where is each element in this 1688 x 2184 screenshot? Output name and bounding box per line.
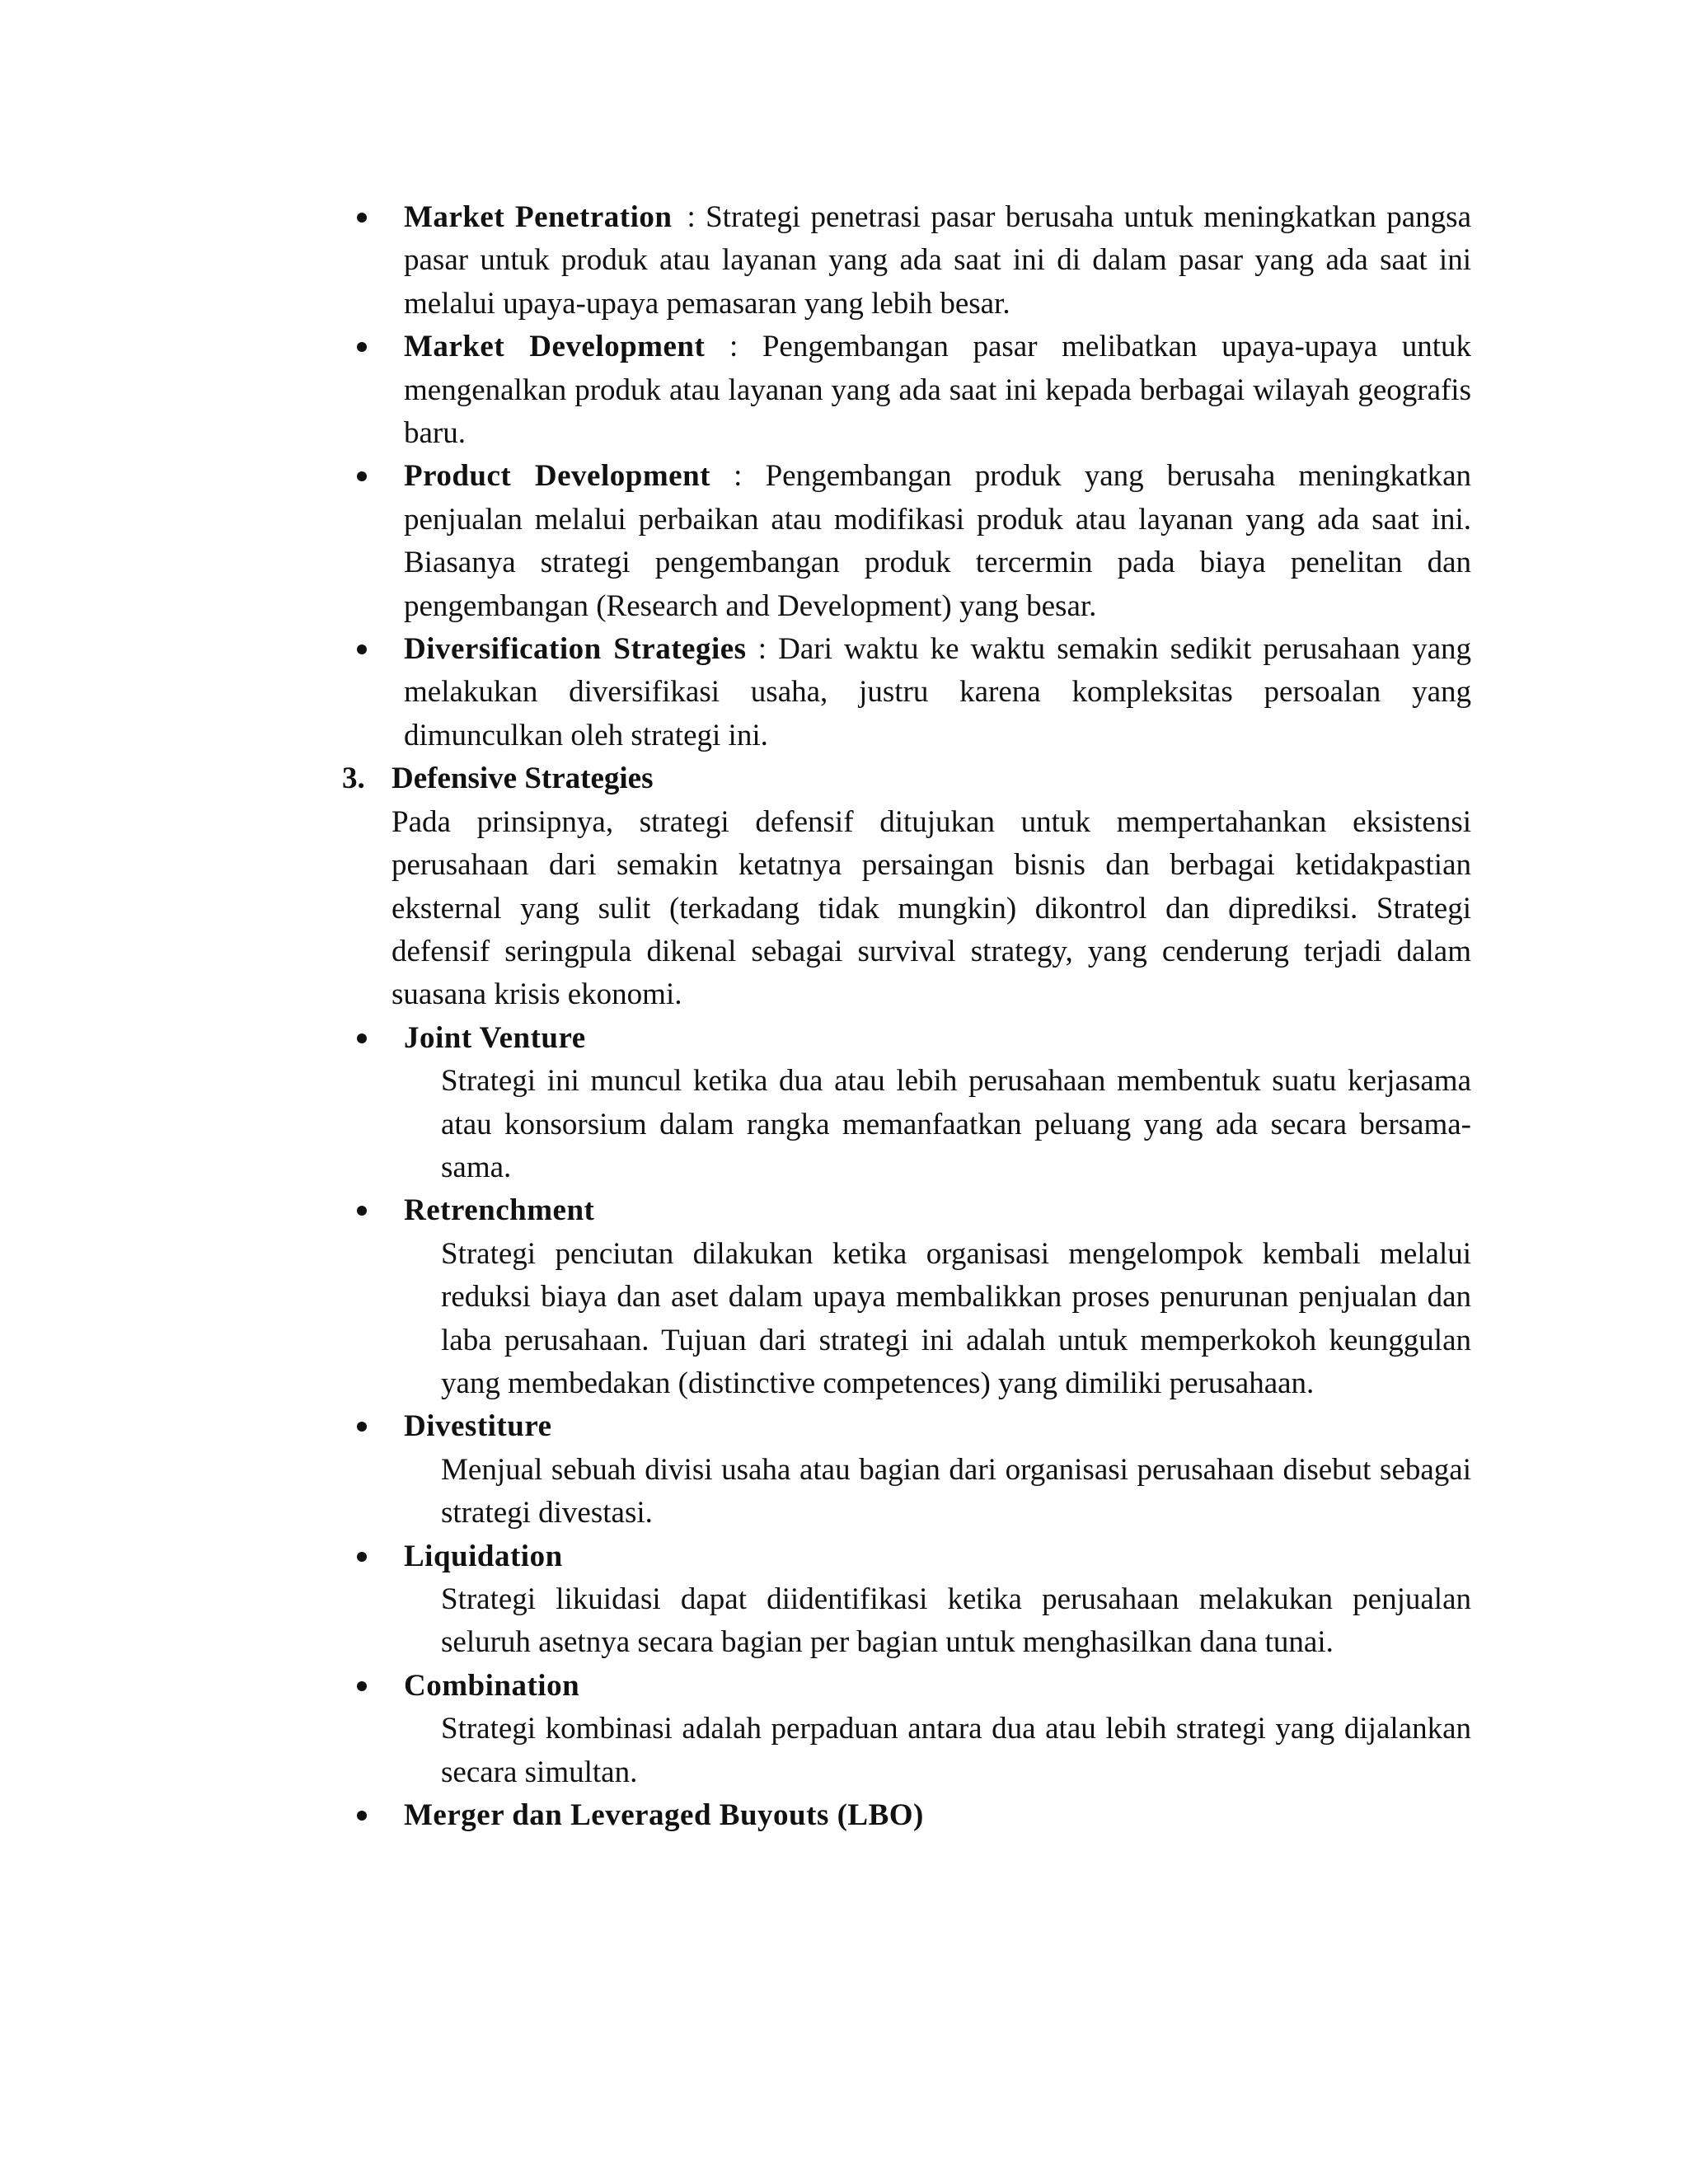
bullet-icon bbox=[357, 1422, 367, 1432]
section-title: Defensive Strategies bbox=[392, 762, 654, 796]
bullet-icon bbox=[357, 1033, 367, 1043]
bullet-icon bbox=[357, 471, 367, 481]
section-heading bbox=[342, 757, 1471, 800]
bullet-icon bbox=[357, 1811, 367, 1821]
strategy-term: Market Development bbox=[404, 330, 706, 364]
term-separator: : bbox=[757, 632, 767, 667]
strategy-term: Product Development bbox=[404, 459, 710, 494]
strategy-description: Strategi likuidasi dapat diidentifikasi ketika perusahaan melakukan penjualan seluruh asetnya secara bagian per bagian untuk menghasilkan dana tunai. bbox=[441, 1582, 1471, 1660]
strategy-term: Liquidation bbox=[404, 1539, 563, 1573]
strategy-term: Market Penetration bbox=[404, 200, 673, 234]
list-item-merger-lbo bbox=[342, 1794, 1471, 1837]
list-item-paragraph bbox=[404, 628, 1471, 757]
list-item-product-development bbox=[342, 455, 1471, 628]
list-item-market-penetration bbox=[342, 196, 1471, 326]
strategy-description: Strategi ini muncul ketika dua atau lebih perusahaan membentuk suatu kerjasama atau konsorsium dalam rangka memanfaatkan peluang yang ada secara bersama-sama. bbox=[441, 1064, 1471, 1184]
strategy-term: Diversification Strategies bbox=[404, 632, 747, 667]
strategy-description: Strategi penetrasi pasar berusaha untuk meningkatkan pangsa pasar untuk produk atau layanan yang ada saat ini di dalam pasar yang ada saat ini melalui upaya-upaya pemasaran yang lebih besar. bbox=[404, 200, 1472, 321]
strategy-description: Dari waktu ke waktu semakin sedikit perusahaan yang melakukan diversifikasi usaha, justru karena kompleksitas persoalan yang dimunculkan oleh strategi ini. bbox=[404, 632, 1471, 752]
strategy-term: Joint Venture bbox=[404, 1020, 586, 1055]
bullet-icon bbox=[357, 342, 367, 352]
document-content bbox=[342, 196, 1471, 1837]
term-separator: : bbox=[687, 200, 696, 234]
strategy-description: Pengembangan produk yang berusaha meningkatkan penjualan melalui perbaikan atau modifikasi produk atau layanan yang ada saat ini. Biasanya strategi pengembangan produk tercermin pada biaya penelitan dan pengembangan (Research and Development) yang besar. bbox=[404, 459, 1472, 623]
list-item-divestiture bbox=[342, 1405, 1471, 1535]
section-intro-paragraph: Pada prinsipnya, strategi defensif ditujukan untuk mempertahankan eksistensi perusahaan dari semakin ketatnya persaingan bisnis dan berbagai ketidakpastian eksternal yang sulit (terkadang tidak mungkin) dikontrol dan diprediksi. Strategi defensif seringpula dikenal sebagai survival strategy, yang cenderung terjadi dalam suasana krisis ekonomi. bbox=[392, 804, 1471, 1012]
list-item-retrenchment bbox=[342, 1189, 1471, 1405]
list-item-paragraph bbox=[404, 326, 1471, 455]
bullet-icon bbox=[357, 644, 367, 654]
list-item-joint-venture bbox=[342, 1017, 1471, 1190]
bullet-icon bbox=[357, 213, 367, 223]
term-separator: : bbox=[734, 459, 743, 494]
strategy-term: Merger dan Leveraged Buyouts (LBO) bbox=[404, 1798, 924, 1833]
bullet-icon bbox=[357, 1552, 367, 1562]
strategy-description: Strategi penciutan dilakukan ketika organisasi mengelompok kembali melalui reduksi biaya dan aset dalam upaya membalikkan proses penurunan penjualan dan laba perusahaan. Tujuan dari strategi ini adalah untuk memperkokoh keunggulan yang membedakan (distinctive competences) yang dimiliki perusahaan. bbox=[441, 1236, 1471, 1400]
section-number: 3. bbox=[342, 762, 365, 796]
list-item-diversification-strategies bbox=[342, 628, 1471, 757]
list-item-liquidation bbox=[342, 1535, 1471, 1665]
strategy-description: Strategi kombinasi adalah perpaduan antara dua atau lebih strategi yang dijalankan secara simultan. bbox=[441, 1712, 1471, 1789]
strategy-description: Pengembangan pasar melibatkan upaya-upaya untuk mengenalkan produk atau layanan yang ada saat ini kepada berbagai wilayah geografis baru. bbox=[404, 330, 1472, 451]
strategy-term: Retrenchment bbox=[404, 1193, 595, 1228]
list-item-paragraph bbox=[404, 196, 1471, 326]
term-separator: : bbox=[729, 330, 738, 364]
list-item-combination bbox=[342, 1665, 1471, 1794]
list-item-paragraph bbox=[404, 455, 1471, 628]
strategy-term: Combination bbox=[404, 1668, 580, 1703]
bullet-icon bbox=[357, 1206, 367, 1216]
strategy-term: Divestiture bbox=[404, 1409, 552, 1444]
bullet-icon bbox=[357, 1681, 367, 1691]
list-item-market-development bbox=[342, 326, 1471, 455]
strategy-description: Menjual sebuah divisi usaha atau bagian dari organisasi perusahaan disebut sebagai strategi divestasi. bbox=[441, 1452, 1471, 1530]
